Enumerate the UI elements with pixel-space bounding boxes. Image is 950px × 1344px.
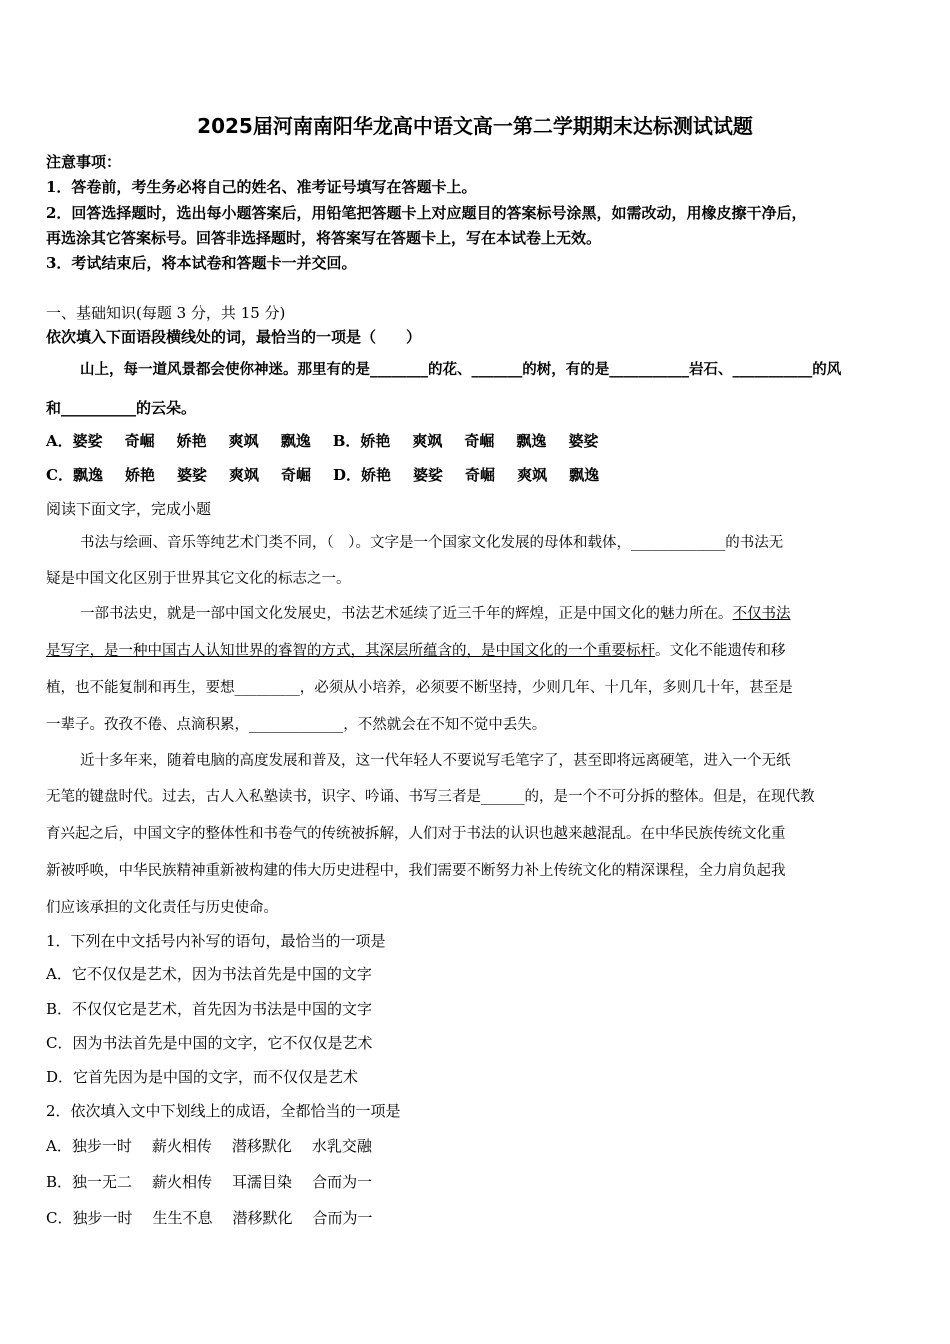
option-d-word: 婆娑 [413, 466, 444, 484]
reading-p2-line-1 [80, 604, 791, 624]
reading-p3-line-5: 们应该承担的文化责任与历史使命。 [46, 900, 278, 916]
option-c-word: 娇艳 [124, 466, 155, 484]
option-b-word: 奇崛 [464, 432, 495, 450]
q2-stem: 2．依次填入文中下划线上的成语，全都恰当的一项是 [46, 1102, 401, 1120]
reading-p3-line-2: 无笔的键盘时代。过去，古人入私塾读书，识字、吟诵、书写三者是______的，是一个不可分拆的整体。但是，在现代教 [46, 789, 815, 805]
option-a-word: 娇艳 [176, 432, 207, 450]
q2-idiom: 生生不息 [152, 1209, 213, 1227]
option-c-word: 爽飒 [228, 466, 259, 484]
reading-p3-line-3: 育兴起之后，中国文字的整体性和书卷气的传统被拆解，人们对于书法的认识也越来越混乱。在中华民族传统文化重 [46, 826, 786, 842]
q2-idiom: 水乳交融 [311, 1137, 372, 1155]
q2-idiom: 潜移默化 [232, 1209, 293, 1227]
q1-stem: 1．下列在中文括号内补写的语句，最恰当的一项是 [46, 932, 386, 950]
passage-line-2: 和__________的云朵。 [46, 399, 197, 417]
q1-option-d[interactable]: D．它首先因为是中国的文字，而不仅仅是艺术 [46, 1068, 359, 1086]
reading-p2-line-3: 植，也不能复制和再生，要想_________，必须从小培养，必须要不断坚持，少则几年、十几年，多则几十年，甚至是 [46, 680, 793, 696]
option-d-word: 飘逸 [569, 466, 600, 484]
notice-item-2-line-2: 再选涂其它答案标号。回答非选择题时，将答案写在答题卡上，写在本试卷上无效。 [46, 229, 602, 247]
option-a[interactable]: A．婆娑 [46, 432, 103, 450]
option-a-word: 飘逸 [280, 432, 311, 450]
reading-p2-line-4: 一辈子。孜孜不倦、点滴积累，_____________，不然就会在不知不觉中丢失。 [46, 717, 547, 733]
option-b-word: 飘逸 [516, 432, 547, 450]
q2-idiom: 耳濡目染 [232, 1173, 293, 1191]
section-1-heading: 一、基础知识(每题 3 分，共 15 分) [46, 304, 286, 322]
notice-item-1: 1．答卷前，考生务必将自己的姓名、准考证号填写在答题卡上。 [46, 178, 477, 196]
q2-idiom: 薪火相传 [151, 1137, 212, 1155]
notice-item-2-line-1: 2．回答选择题时，选出每小题答案后，用铅笔把答题卡上对应题目的答案标号涂黑，如需改动，用橡皮擦干净后， [46, 204, 807, 222]
q2-option-a-label: A．独步一时 [46, 1137, 132, 1155]
option-a-word: 爽飒 [228, 432, 259, 450]
q2-idiom: 合而为一 [312, 1173, 373, 1191]
reading-p2-text: 一部书法史，就是一部中国文化发展史，书法艺术延续了近三千年的辉煌，正是中国文化的魅力所在。 [80, 606, 733, 622]
q2-option-b[interactable] [46, 1172, 392, 1192]
q2-option-c[interactable] [46, 1208, 393, 1228]
option-row-ab [46, 431, 620, 451]
underlined-sentence: 是写字，是一种中国古人认知世界的睿智的方式，其深层所蕴含的，是中国文化的一个重要标杆 [46, 643, 655, 659]
option-b-word: 爽飒 [412, 432, 443, 450]
option-d-word: 奇崛 [465, 466, 496, 484]
notice-item-3: 3．考试结束后，将本试卷和答题卡一并交回。 [46, 254, 357, 272]
option-b-word: 婆娑 [568, 432, 599, 450]
reading-p1-line-1: 书法与绘画、音乐等纯艺术门类不同，（ ）。文字是一个国家文化发展的母体和载体，_____________的书法无 [80, 535, 784, 551]
option-c[interactable]: C．飘逸 [46, 466, 103, 484]
reading-p3-line-4: 新被呼唤，中华民族精神重新被构建的伟大历史进程中，我们需要不断努力补上传统文化的精深课程，全力肩负起我 [46, 863, 786, 879]
option-c-word: 婆娑 [176, 466, 207, 484]
notice-heading: 注意事项： [46, 153, 122, 171]
reading-p3-line-1: 近十多年来，随着电脑的高度发展和普及，这一代年轻人不要说写毛笔字了，甚至即将远离硬笔，进入一个无纸 [80, 753, 791, 769]
page-title: 2025届河南南阳华龙高中语文高一第二学期期末达标测试试题 [197, 114, 753, 138]
q1-option-a[interactable]: A．它不仅仅是艺术，因为书法首先是中国的文字 [46, 965, 372, 983]
q1-option-b[interactable]: B．不仅仅它是艺术，首先因为书法是中国的文字 [46, 1000, 373, 1018]
option-d[interactable]: D．娇艳 [333, 466, 392, 484]
q1-option-c[interactable]: C．因为书法首先是中国的文字，它不仅仅是艺术 [46, 1034, 373, 1052]
q2-option-b-label: B．独一无二 [46, 1173, 133, 1191]
reading-p1-line-2: 疑是中国文化区别于世界其它文化的标志之一。 [46, 571, 351, 587]
q2-idiom: 薪火相传 [152, 1173, 213, 1191]
reading-p2-text: 。文化不能遗传和移 [655, 643, 786, 659]
q2-option-a[interactable] [46, 1136, 392, 1156]
option-row-cd [46, 465, 621, 485]
option-c-word: 奇崛 [281, 466, 312, 484]
passage-line-1: 山上，每一道风景都会使你神迷。那里有的是________的花、_______的树，有的是___________岩石、___________的风 [80, 361, 842, 378]
q2-option-c-label: C．独步一时 [46, 1209, 133, 1227]
option-a-word: 奇崛 [124, 432, 155, 450]
option-b[interactable]: B．娇艳 [332, 432, 391, 450]
reading-intro: 阅读下面文字，完成小题 [46, 500, 212, 518]
section-1-question: 依次填入下面语段横线处的词，最恰当的一项是（ ） [46, 328, 422, 346]
reading-p2-line-2 [46, 641, 786, 661]
option-d-word: 爽飒 [517, 466, 548, 484]
q2-idiom: 合而为一 [312, 1209, 373, 1227]
q2-idiom: 潜移默化 [231, 1137, 292, 1155]
underlined-sentence: 不仅书法 [732, 606, 791, 622]
